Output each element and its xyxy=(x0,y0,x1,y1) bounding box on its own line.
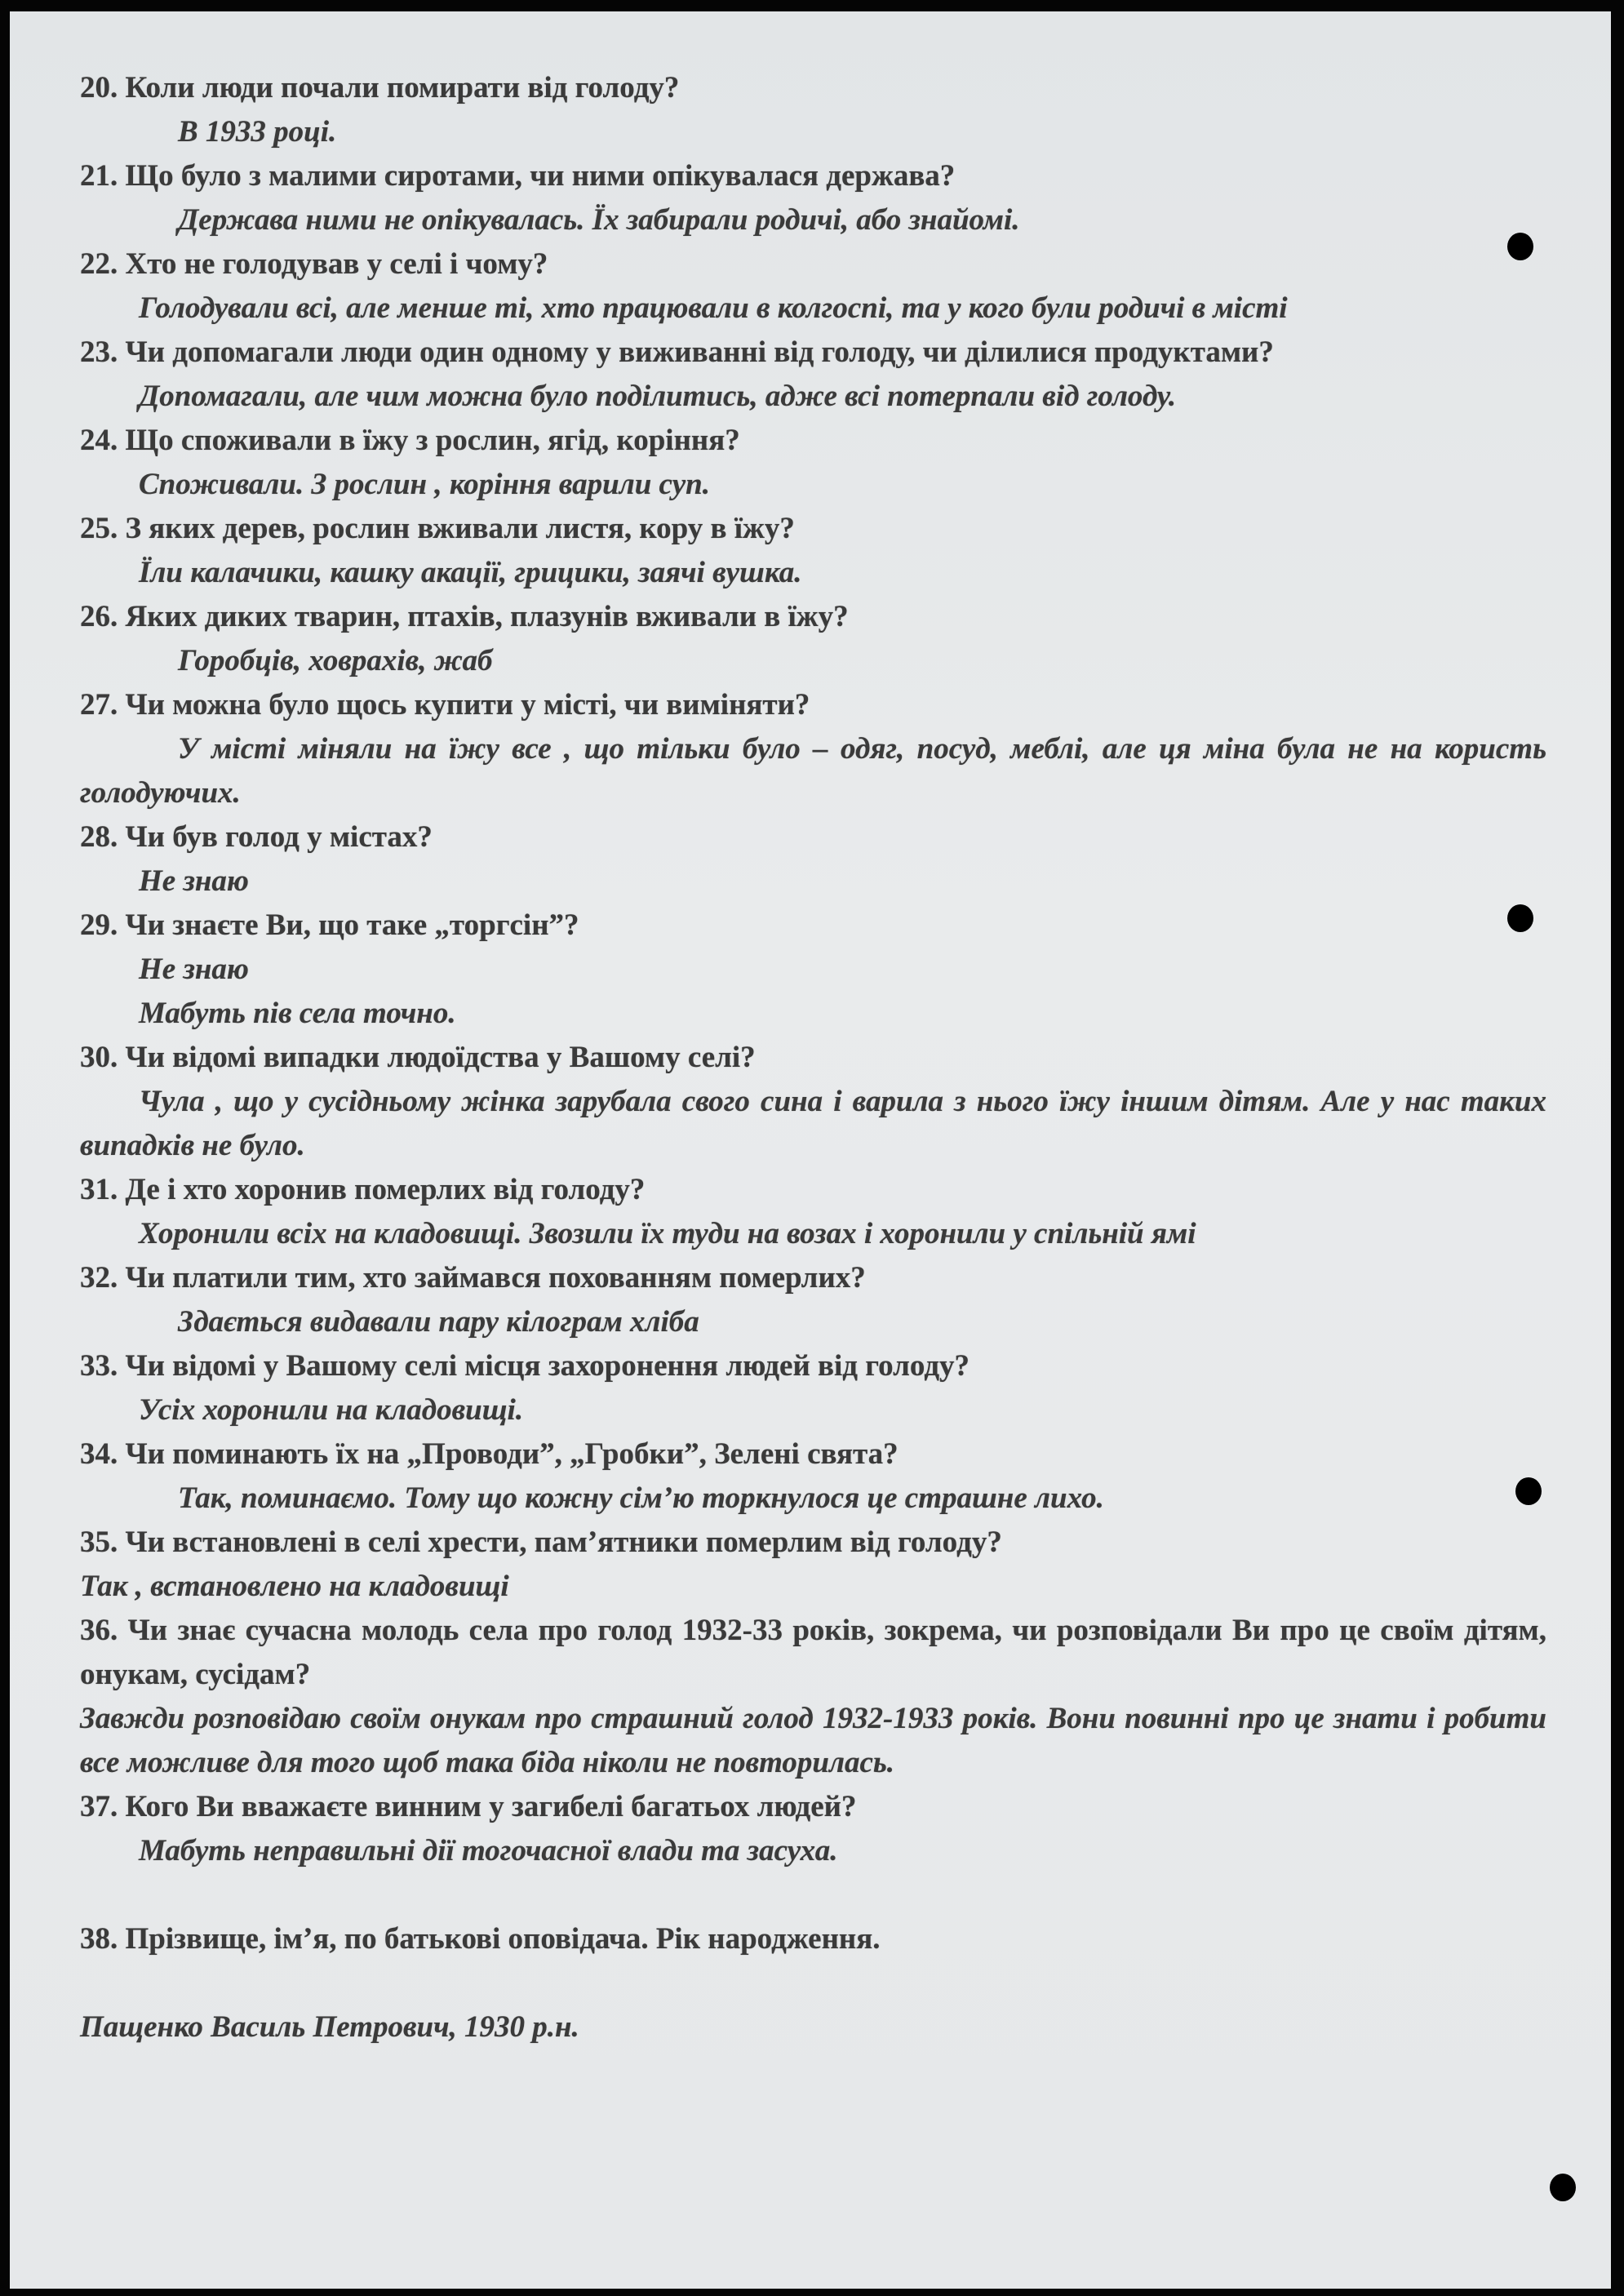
question-33: 33. Чи відомі у Вашому селі місця захоронення людей від голоду? xyxy=(80,1349,970,1383)
answer-34: Так, поминаємо. Тому що кожну сім’ю торкнулося це страшне лихо. xyxy=(178,1481,1104,1515)
question-21: 21. Що було з малими сиротами, чи ними опікувалася держава? xyxy=(80,159,956,193)
question-26: 26. Яких диких тварин, птахів, плазунів вживали в їжу? xyxy=(80,600,849,633)
question-27: 27. Чи можна було щось купити у місті, чи виміняти? xyxy=(80,688,810,722)
questionnaire-text xyxy=(80,66,1546,2050)
question-23: 23. Чи допомагали люди один одному у виживанні від голоду, чи ділилися продуктами? xyxy=(80,335,1274,369)
answer-31: Хоронили всіх на кладовищі. Звозили їх туди на возах і хоронили у спільній ямі xyxy=(139,1217,1196,1250)
answer-29-extra: Мабуть пів села точно. xyxy=(139,997,456,1030)
question-36: 36. Чи знає сучасна молодь села про голод 1932-33 років, зокрема, чи розповідали Ви про це своїм дітям, онукам, сусідам? xyxy=(80,1614,1546,1691)
answer-35: Так , встановлено на кладовищі xyxy=(80,1570,509,1603)
answer-37: Мабуть неправильні дії тогочасної влади та засуха. xyxy=(139,1834,838,1867)
punch-hole xyxy=(1550,2174,1576,2201)
answer-22: Голодували всі, але менше ті, хто працювали в колгоспі, та у кого були родичі в місті xyxy=(139,291,1288,325)
answer-23: Допомагали, але чим можна було поділитись, адже всі потерпали від голоду. xyxy=(139,380,1177,413)
answer-24: Споживали. З рослин , коріння варили суп. xyxy=(139,468,710,501)
answer-36: Завжди розповідаю своїм онукам про страшний голод 1932-1933 років. Вони повинні про це знати і робити все можливе для того щоб така біда ніколи не повторилась. xyxy=(80,1702,1546,1779)
answer-32: Здається видавали пару кілограм хліба xyxy=(178,1305,699,1339)
answer-26: Горобців, ховрахів, жаб xyxy=(178,644,493,677)
question-32: 32. Чи платили тим, хто займався похованням померлих? xyxy=(80,1261,866,1295)
answer-27: У місті міняли на їжу все , що тільки було – одяг, посуд, меблі, але ця міна була не на користь голодуючих. xyxy=(80,732,1546,810)
question-24: 24. Що споживали в їжу з рослин, ягід, коріння? xyxy=(80,424,740,457)
answer-21: Держава ними не опікувалась. Їх забирали родичі, або знайомі. xyxy=(178,203,1020,237)
question-20: 20. Коли люди почали помирати від голоду? xyxy=(80,71,680,104)
question-37: 37. Кого Ви вважаєте винним у загибелі багатьох людей? xyxy=(80,1790,857,1823)
question-22: 22. Хто не голодував у селі і чому? xyxy=(80,247,548,281)
question-28: 28. Чи був голод у містах? xyxy=(80,820,433,854)
question-38: 38. Прізвище, ім’я, по батькові оповідача. Рік народження. xyxy=(80,1922,881,1956)
answer-25: Їли калачики, кашку акації, грицики, заячі вушка. xyxy=(139,556,802,589)
answer-30: Чула , що у сусідньому жінка зарубала свого сина і варила з нього їжу іншим дітям. Але у нас таких випадків не було. xyxy=(80,1085,1546,1162)
question-29: 29. Чи знаєте Ви, що таке „торгсін”? xyxy=(80,908,579,942)
narrator-name: Пащенко Василь Петрович, 1930 р.н. xyxy=(80,2010,579,2044)
answer-33: Усіх хоронили на кладовищі. xyxy=(139,1393,524,1427)
answer-29: Не знаю xyxy=(139,953,249,986)
question-25: 25. З яких дерев, рослин вживали листя, кору в їжу? xyxy=(80,512,795,545)
question-35: 35. Чи встановлені в селі хрести, пам’ятники померлим від голоду? xyxy=(80,1525,1002,1559)
question-31: 31. Де і хто хоронив померлих від голоду? xyxy=(80,1173,646,1206)
answer-28: Не знаю xyxy=(139,864,249,898)
question-30: 30. Чи відомі випадки людоїдства у Вашому селі? xyxy=(80,1041,756,1074)
question-34: 34. Чи поминають їх на „Проводи”, „Гробки”, Зелені свята? xyxy=(80,1437,899,1471)
answer-20: В 1933 році. xyxy=(178,115,337,149)
